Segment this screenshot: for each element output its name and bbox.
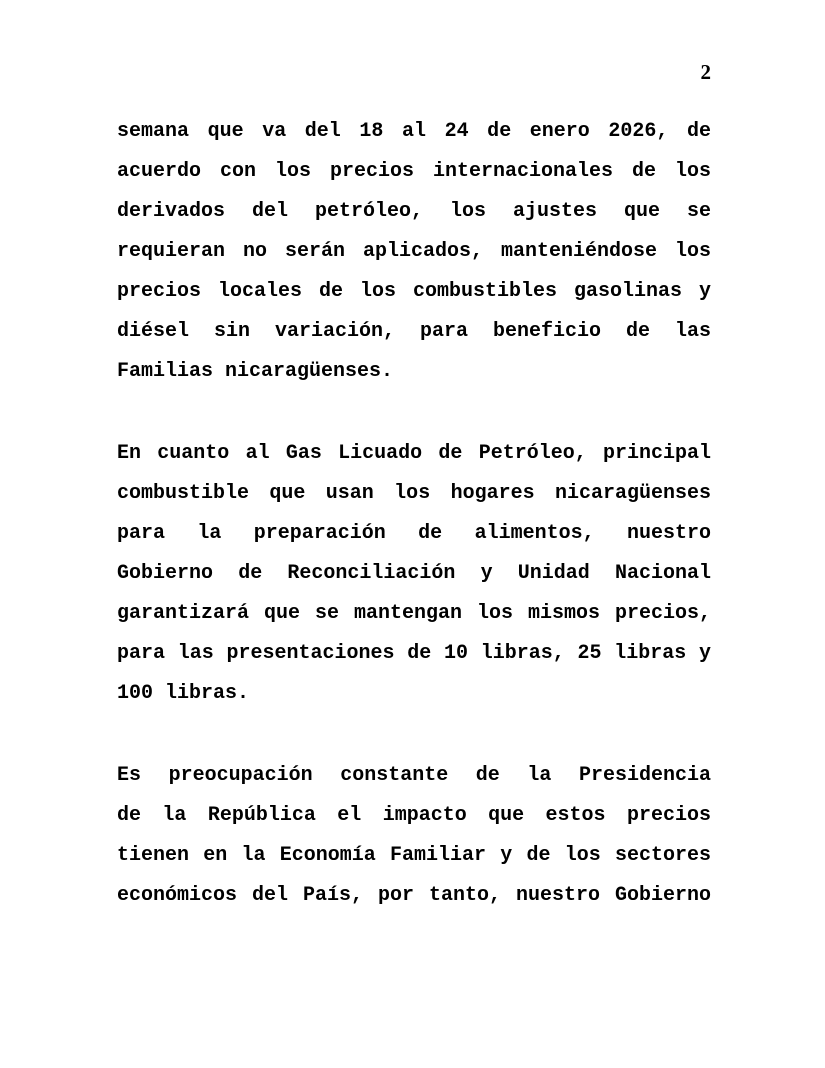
document-body [117,112,711,916]
text-line: de la República el impacto que estos precios [117,804,711,827]
text-line: derivados del petróleo, los ajustes que se [117,200,711,223]
paragraph [117,112,711,392]
text-line: requieran no serán aplicados, manteniéndose los [117,240,711,263]
page-header [117,58,711,86]
text-line: 100 libras. [117,682,250,705]
text-line: económicos del País, por tanto, nuestro Gobierno [117,884,711,907]
paragraph [117,756,711,916]
text-line: Gobierno de Reconciliación y Unidad Nacional [117,562,711,585]
text-line: diésel sin variación, para beneficio de las [117,320,711,343]
text-line: para la preparación de alimentos, nuestro [117,522,711,545]
text-line: para las presentaciones de 10 libras, 25 libras y [117,642,711,665]
text-line: tienen en la Economía Familiar y de los sectores [117,844,711,867]
text-line: Familias nicaragüenses. [117,360,394,383]
text-line: garantizará que se mantengan los mismos precios, [117,602,711,625]
paragraph [117,434,711,714]
text-line: Es preocupación constante de la Presidencia [117,764,711,787]
text-line: En cuanto al Gas Licuado de Petróleo, principal [117,442,711,465]
text-line: precios locales de los combustibles gasolinas y [117,280,711,303]
text-line: acuerdo con los precios internacionales de los [117,160,711,183]
text-line: semana que va del 18 al 24 de enero 2026, de [117,120,711,143]
text-line: combustible que usan los hogares nicaragüenses [117,482,711,505]
page-number: 2 [700,60,711,84]
